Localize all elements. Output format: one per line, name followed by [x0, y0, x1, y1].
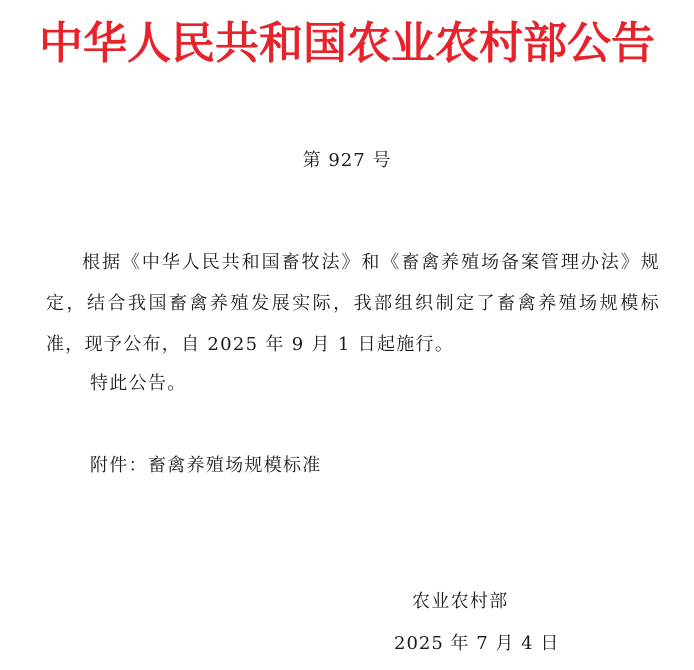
body-paragraph: 根据《中华人民共和国畜牧法》和《畜禽养殖场备案管理办法》规定，结合我国畜禽养殖发展实际，我部组织制定了畜禽养殖场规模标准，现予公布，自 2025 年 9 月 1 日起施行。: [46, 252, 660, 355]
closing-statement: 特此公告。: [90, 373, 187, 394]
announcement-title: 中华人民共和国农业农村部公告: [39, 18, 655, 69]
attachment-line: 附件：畜禽养殖场规模标准: [90, 455, 322, 476]
signature-organization: 农业农村部: [412, 591, 509, 612]
signature-date: 2025 年 7 月 4 日: [394, 633, 560, 654]
document-number: 第 927 号: [302, 150, 392, 171]
